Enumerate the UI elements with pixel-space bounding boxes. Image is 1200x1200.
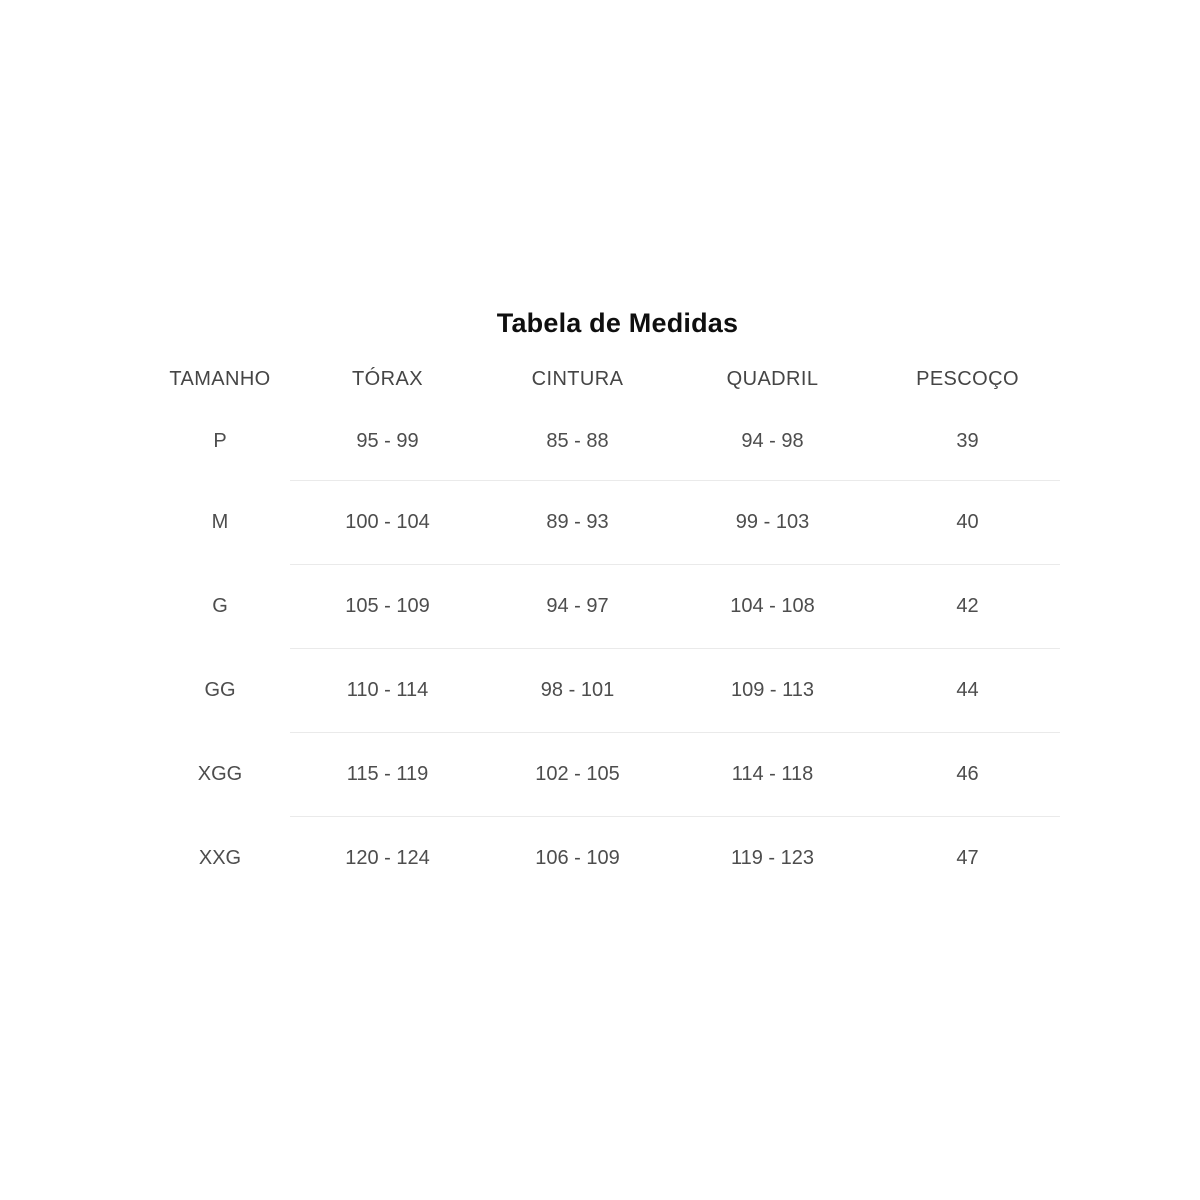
table-cell: 94 - 97 (485, 565, 670, 649)
table-cell: 39 (956, 429, 979, 452)
table-row-m (150, 481, 1060, 565)
row-size-label: XXG (198, 846, 242, 869)
table-cell: 102 - 105 (485, 733, 670, 817)
table-row-xgg (150, 733, 1060, 817)
column-header-pescoco: PESCOÇO (916, 367, 1019, 390)
table-cell: 104 - 108 (670, 565, 875, 649)
table-cell: 105 - 109 (290, 565, 485, 649)
row-size-label: GG (204, 679, 236, 701)
table-cell: 119 - 123 (670, 817, 875, 901)
table-row-xxg (150, 817, 1060, 901)
column-header-cintura: CINTURA (531, 367, 624, 390)
table-cell: 114 - 118 (670, 733, 875, 817)
table-cell: 100 - 104 (290, 481, 485, 565)
table-cell: 99 - 103 (670, 481, 875, 565)
row-size-label: P (213, 429, 227, 452)
table-cell: 40 (875, 481, 1060, 565)
column-header-torax: TÓRAX (352, 367, 423, 390)
table-cell: 46 (875, 733, 1060, 817)
row-size-label: G (212, 595, 228, 617)
table-cell: 120 - 124 (290, 817, 485, 901)
table-row-p (150, 402, 1060, 481)
row-size-label: XGG (197, 763, 243, 785)
table-row-gg (150, 649, 1060, 733)
table-cell: 42 (875, 565, 1060, 649)
size-chart-table (150, 356, 1060, 900)
table-row-g (150, 565, 1060, 649)
column-header-tamanho: TAMANHO (169, 367, 271, 390)
table-cell: 110 - 114 (290, 649, 485, 733)
table-cell: 95 - 99 (356, 429, 419, 452)
table-cell: 47 (875, 817, 1060, 901)
table-cell: 94 - 98 (741, 429, 804, 452)
table-cell: 44 (875, 649, 1060, 733)
table-cell: 109 - 113 (670, 649, 875, 733)
table-header-row (150, 356, 1060, 402)
table-cell: 115 - 119 (290, 733, 485, 817)
size-chart-title: Tabela de Medidas (496, 308, 739, 338)
column-header-quadril: QUADRIL (726, 367, 819, 390)
table-cell: 98 - 101 (485, 649, 670, 733)
row-size-label: M (211, 511, 229, 533)
table-cell: 106 - 109 (485, 817, 670, 901)
table-cell: 85 - 88 (546, 429, 609, 452)
table-cell: 89 - 93 (485, 481, 670, 565)
